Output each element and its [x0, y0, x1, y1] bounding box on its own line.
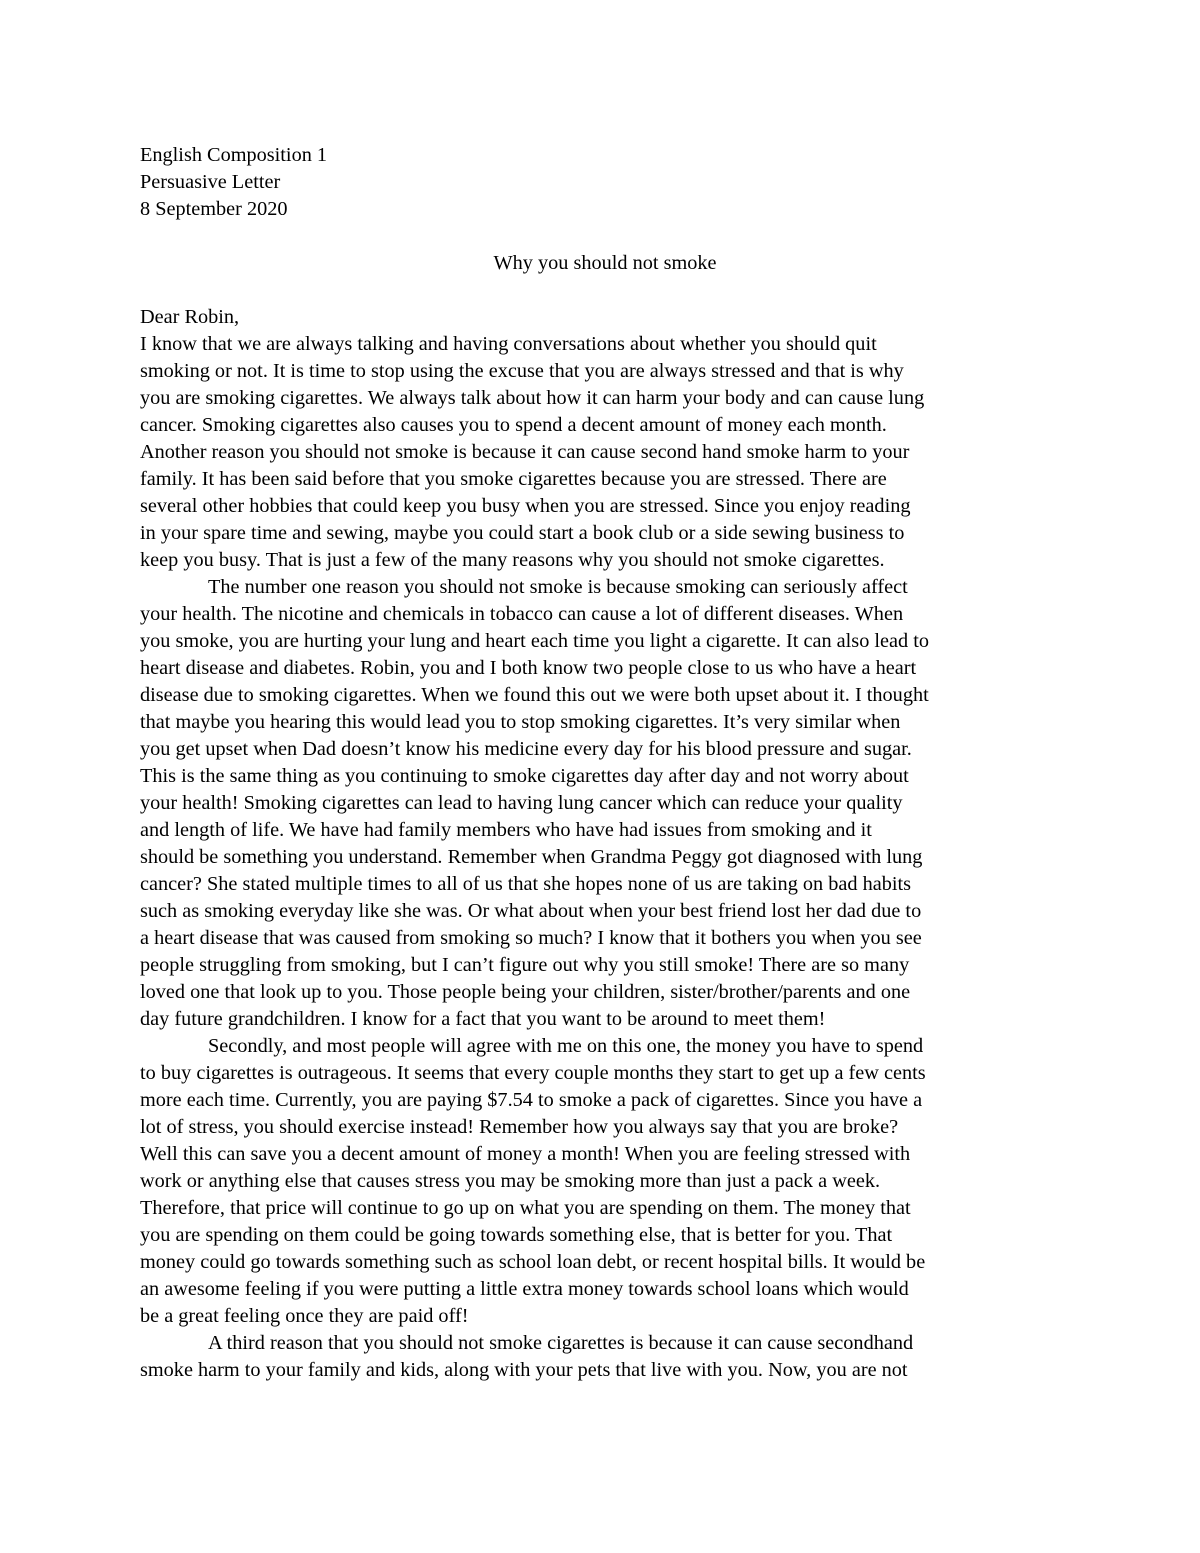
text-line: Secondly, and most people will agree with me on this one, the money you have to spend	[208, 1035, 924, 1057]
text-line: that maybe you hearing this would lead you to stop smoking cigarettes. It’s very similar when	[140, 711, 901, 733]
text-line: and length of life. We have had family members who have had issues from smoking and it	[140, 819, 872, 841]
text-line: a heart disease that was caused from smoking so much? I know that it bothers you when you see	[140, 927, 922, 949]
text-line: an awesome feeling if you were putting a little extra money towards school loans which would	[140, 1278, 909, 1300]
text-line: be a great feeling once they are paid off!	[140, 1305, 469, 1327]
text-line: day future grandchildren. I know for a fact that you want to be around to meet them!	[140, 1008, 826, 1030]
text-line: you smoke, you are hurting your lung and heart each time you light a cigarette. It can also lead to	[140, 630, 930, 652]
text-line: The number one reason you should not smoke is because smoking can seriously affect	[208, 576, 908, 598]
text-line: I know that we are always talking and having conversations about whether you should quit	[140, 333, 877, 355]
letter-body	[140, 331, 1070, 1384]
text-line: more each time. Currently, you are paying $7.54 to smoke a pack of cigarettes. Since you have a	[140, 1089, 923, 1111]
document-date: 8 September 2020	[140, 198, 288, 220]
salutation: Dear Robin,	[140, 306, 240, 328]
text-line: your health. The nicotine and chemicals in tobacco can cause a lot of different diseases. When	[140, 603, 904, 625]
text-line: Another reason you should not smoke is because it can cause second hand smoke harm to your	[140, 441, 910, 463]
text-line: you are spending on them could be going towards something else, that is better for you. That	[140, 1224, 893, 1246]
text-line: This is the same thing as you continuing to smoke cigarettes day after day and not worry about	[140, 765, 909, 787]
text-line: A third reason that you should not smoke cigarettes is because it can cause secondhand	[208, 1332, 914, 1354]
assignment-type: Persuasive Letter	[140, 171, 281, 193]
text-line: smoking or not. It is time to stop using the excuse that you are always stressed and that is why	[140, 360, 904, 382]
document-page	[140, 142, 1070, 1384]
text-line: heart disease and diabetes. Robin, you and I both know two people close to us who have a heart	[140, 657, 917, 679]
text-line: people struggling from smoking, but I can’t figure out why you still smoke! There are so many	[140, 954, 910, 976]
text-line: to buy cigarettes is outrageous. It seems that every couple months they start to get up a few cents	[140, 1062, 926, 1084]
document-title: Why you should not smoke	[493, 252, 717, 274]
text-line: smoke harm to your family and kids, along with your pets that live with you. Now, you are not	[140, 1359, 908, 1381]
spacer	[140, 223, 1070, 250]
text-line: your health! Smoking cigarettes can lead to having lung cancer which can reduce your quality	[140, 792, 903, 814]
paragraph	[140, 574, 1070, 1033]
paragraph	[140, 1033, 1070, 1330]
course-name: English Composition 1	[140, 144, 328, 166]
text-line: should be something you understand. Remember when Grandma Peggy got diagnosed with lung	[140, 846, 923, 868]
text-line: in your spare time and sewing, maybe you could start a book club or a side sewing business to	[140, 522, 905, 544]
text-line: lot of stress, you should exercise instead! Remember how you always say that you are broke?	[140, 1116, 899, 1138]
text-line: loved one that look up to you. Those people being your children, sister/brother/parents and one	[140, 981, 911, 1003]
text-line: cancer? She stated multiple times to all of us that she hopes none of us are taking on bad habits	[140, 873, 912, 895]
text-line: cancer. Smoking cigarettes also causes you to spend a decent amount of money each month.	[140, 414, 887, 436]
paragraph	[140, 331, 1070, 574]
text-line: you are smoking cigarettes. We always talk about how it can harm your body and can cause lung	[140, 387, 925, 409]
text-line: keep you busy. That is just a few of the many reasons why you should not smoke cigarettes.	[140, 549, 885, 571]
text-line: several other hobbies that could keep you busy when you are stressed. Since you enjoy reading	[140, 495, 911, 517]
text-line: you get upset when Dad doesn’t know his medicine every day for his blood pressure and sugar.	[140, 738, 912, 760]
text-line: work or anything else that causes stress you may be smoking more than just a pack a week.	[140, 1170, 881, 1192]
text-line: such as smoking everyday like she was. Or what about when your best friend lost her dad due to	[140, 900, 922, 922]
text-line: family. It has been said before that you smoke cigarettes because you are stressed. There are	[140, 468, 887, 490]
text-line: money could go towards something such as school loan debt, or recent hospital bills. It would be	[140, 1251, 926, 1273]
spacer	[140, 277, 1070, 304]
paragraph	[140, 1330, 1070, 1384]
text-line: Therefore, that price will continue to go up on what you are spending on them. The money that	[140, 1197, 911, 1219]
text-line: disease due to smoking cigarettes. When we found this out we were both upset about it. I thought	[140, 684, 929, 706]
text-line: Well this can save you a decent amount of money a month! When you are feeling stressed with	[140, 1143, 911, 1165]
